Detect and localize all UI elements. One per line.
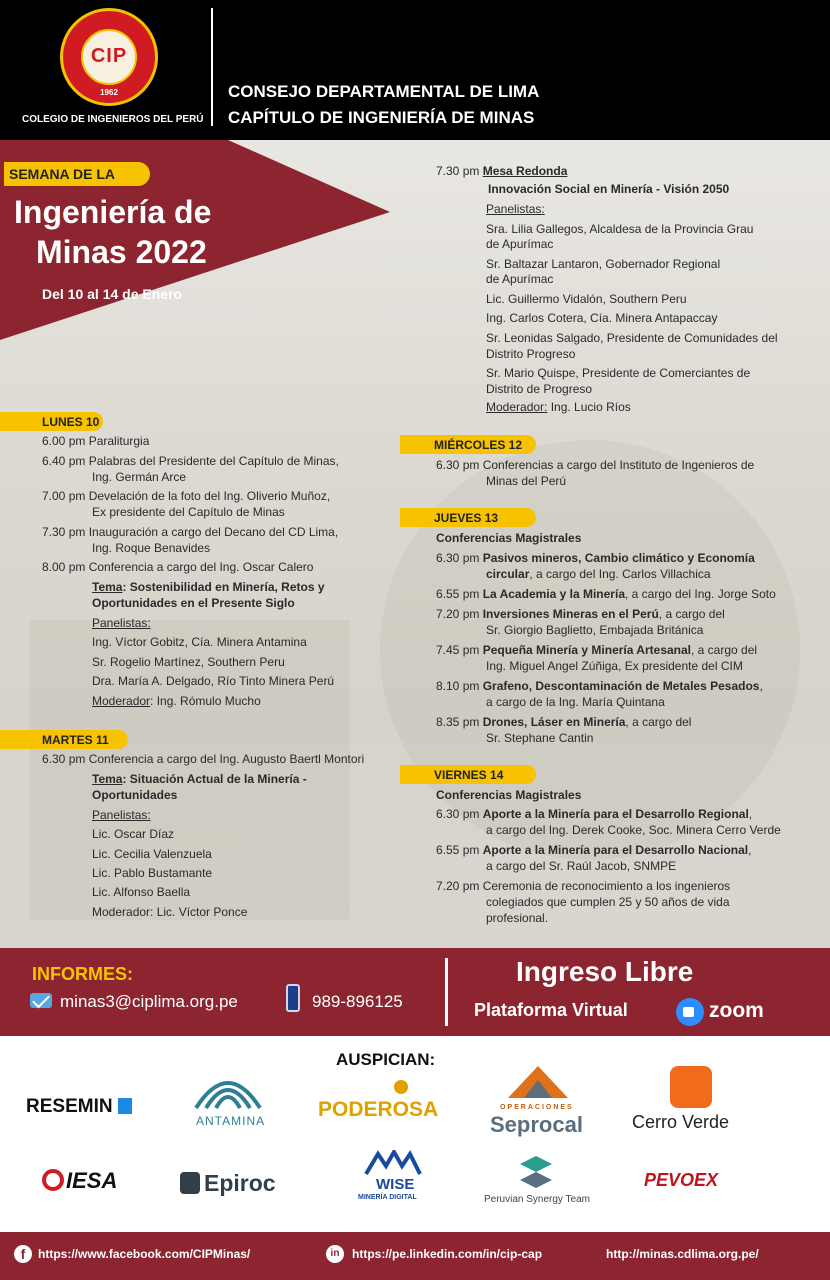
schedule-line	[436, 679, 763, 693]
talk-speaker: , a cargo del	[691, 643, 758, 657]
talk-title: Aporte a la Minería para el Desarrollo Regional	[482, 807, 749, 821]
wise-mountain-graphic	[364, 1150, 422, 1176]
talk-title: Inversiones Mineras en el Perú	[482, 607, 659, 621]
schedule-line: 6.00 pm Paraliturgia	[42, 434, 150, 448]
schedule-line: Oportunidades en el Presente Siglo	[92, 596, 295, 610]
program-area	[0, 140, 830, 948]
sponsor-name: RESEMIN	[26, 1096, 113, 1117]
schedule-line: Minas del Perú	[486, 474, 567, 488]
schedule-line: profesional.	[486, 911, 549, 925]
schedule-line	[436, 607, 725, 621]
informes-label: INFORMES:	[32, 964, 133, 984]
sponsor-logo-seprocal: Seprocal	[490, 1112, 583, 1137]
sponsor-logo-pevoex: PEVOEX	[644, 1170, 719, 1190]
schedule-line: 7.30 pm Inauguración a cargo del Decano del CD Lima,	[42, 525, 339, 539]
schedule-line: Lic. Pablo Bustamante	[92, 866, 213, 880]
platform-label: Plataforma Virtual	[474, 1000, 628, 1020]
sponsor-name-antamina: ANTAMINA	[196, 1114, 266, 1128]
schedule-line: de Apurímac	[486, 237, 554, 251]
sponsor-logo-resemin	[26, 1096, 132, 1118]
punctuation: ,	[759, 679, 763, 693]
schedule-line: Oportunidades	[92, 788, 178, 802]
day-label-jueves: JUEVES 13	[400, 508, 536, 527]
event-title-line2: Minas 2022	[36, 234, 207, 270]
time: 7.20 pm	[436, 607, 483, 621]
email-link[interactable]: minas3@ciplima.org.pe	[60, 992, 238, 1011]
schedule-line: a cargo de la Ing. María Quintana	[486, 695, 665, 709]
phone-icon	[286, 984, 300, 1012]
schedule-line: 6.40 pm Palabras del Presidente del Capítulo de Minas,	[42, 454, 339, 468]
header-chapter: CAPÍTULO DE INGENIERÍA DE MINAS	[228, 108, 535, 127]
free-entry-label: Ingreso Libre	[516, 956, 694, 987]
seal-year: 1962	[100, 88, 118, 97]
punctuation: ,	[748, 807, 753, 821]
moderator-text: : Ing. Rómulo Mucho	[150, 694, 261, 708]
sponsor-logo-cerro-verde: Cerro Verde	[632, 1112, 730, 1132]
sponsor-logo-epiroc: Epiroc	[204, 1170, 276, 1196]
schedule-line	[436, 843, 751, 857]
moderator-label: Moderador	[92, 694, 151, 708]
sponsor-subtitle-seprocal: OPERACIONES	[500, 1104, 574, 1111]
schedule-line: Distrito de Progreso	[486, 382, 593, 396]
website-link[interactable]: http://minas.cdlima.org.pe/	[606, 1247, 759, 1261]
talk-title: Pasivos mineros, Cambio climático y Economía	[482, 551, 755, 565]
org-name: COLEGIO DE INGENIEROS DEL PERÚ	[22, 114, 204, 125]
talk-speaker: , a cargo del Ing. Carlos Villachica	[529, 567, 711, 581]
schedule-line	[436, 715, 691, 729]
schedule-line-roundtable	[436, 164, 567, 178]
punctuation: ,	[748, 843, 752, 857]
iesa-ring-icon	[42, 1169, 64, 1191]
topic-text: : Situación Actual de la Minería -	[122, 772, 307, 786]
zoom-icon	[676, 998, 704, 1026]
schedule-line: 7.00 pm Develación de la foto del Ing. Oliverio Muñoz,	[42, 489, 331, 503]
schedule-line-topic	[92, 772, 307, 786]
section-subtitle: Conferencias Magistrales	[436, 788, 582, 802]
moderator-label: Moderador:	[486, 400, 548, 414]
time: 7.30 pm	[436, 164, 483, 178]
linkedin-link[interactable]: https://pe.linkedin.com/in/cip-cap	[352, 1247, 543, 1261]
antamina-mountain-icon	[192, 1064, 264, 1112]
sponsors-title: AUSPICIAN:	[336, 1050, 436, 1069]
schedule-line: Sr. Stephane Cantin	[486, 731, 594, 745]
talk-speaker: , a cargo del Ing. Jorge Soto	[625, 587, 776, 601]
time: 8.35 pm	[436, 715, 483, 729]
schedule-line: Lic. Oscar Díaz	[92, 827, 175, 841]
talk-title: circular	[486, 567, 530, 581]
time: 6.55 pm	[436, 587, 483, 601]
day-label-martes: MARTES 11	[0, 730, 128, 749]
schedule-line	[486, 567, 711, 581]
schedule-line: 8.00 pm Conferencia a cargo del Ing. Oscar Calero	[42, 560, 314, 574]
schedule-line: de Apurímac	[486, 272, 554, 286]
talk-title: Pequeña Minería y Minería Artesanal	[482, 643, 691, 657]
talk-title: La Academia y la Minería	[482, 587, 625, 601]
schedule-line-moderator	[92, 694, 261, 708]
schedule-line: Dra. María A. Delgado, Río Tinto Minera Perú	[92, 674, 335, 688]
schedule-line: Ing. Carlos Cotera, Cía. Minera Antapaccay	[486, 311, 718, 325]
seal-center	[81, 29, 137, 85]
schedule-line	[436, 643, 757, 657]
zoom-label: zoom	[709, 999, 764, 1022]
info-divider	[445, 958, 448, 1026]
talk-title: Aporte a la Minería para el Desarrollo Nacional	[482, 843, 749, 857]
schedule-line: Ex presidente del Capítulo de Minas	[92, 505, 285, 519]
panelists-label: Panelistas:	[92, 616, 151, 630]
schedule-line: a cargo del Ing. Derek Cooke, Soc. Minera Cerro Verde	[486, 823, 781, 837]
roundtable-title: Mesa Redonda	[482, 164, 568, 178]
wise-mountain-icon	[364, 1150, 422, 1176]
mail-icon	[30, 993, 52, 1008]
sponsor-logo-wise: WISE	[376, 1176, 415, 1193]
banner-tag: SEMANA DE LA	[4, 162, 150, 186]
schedule-line: Sra. Lilia Gallegos, Alcaldesa de la Provincia Grau	[486, 222, 754, 236]
schedule-line	[436, 807, 752, 821]
linkedin-icon: in	[326, 1245, 344, 1263]
schedule-line: Sr. Leonidas Salgado, Presidente de Comunidades del	[486, 331, 778, 345]
schedule-line: colegiados que cumplen 25 y 50 años de vida	[486, 895, 730, 909]
schedule-line: Ing. Roque Benavides	[92, 541, 211, 555]
schedule-line: Innovación Social en Minería - Visión 2050	[488, 182, 730, 196]
sponsor-logo-poderosa: PODEROSA	[318, 1098, 439, 1121]
talk-speaker: , a cargo del	[658, 607, 725, 621]
header	[0, 0, 830, 140]
time: 6.30 pm	[436, 807, 483, 821]
facebook-icon: f	[14, 1245, 32, 1263]
topic-label: Tema	[92, 580, 123, 594]
sponsor-logo-iesa: IESA	[66, 1168, 118, 1193]
topic-label: Tema	[92, 772, 123, 786]
info-bar	[0, 948, 830, 1036]
event-dates: Del 10 al 14 de Enero	[42, 286, 183, 302]
resemin-mark-icon	[118, 1098, 132, 1114]
talk-title: Drones, Láser en Minería	[482, 715, 626, 729]
schedule-line: Sr. Mario Quispe, Presidente de Comerciantes de	[486, 366, 751, 380]
section-subtitle: Conferencias Magistrales	[436, 531, 582, 545]
footer	[0, 1232, 830, 1280]
panelists-label: Panelistas:	[486, 202, 545, 216]
epiroc-mark-icon	[180, 1172, 200, 1194]
seal-letters: CIP	[90, 45, 128, 67]
panelists-label: Panelistas:	[92, 808, 151, 822]
sponsor-logo-antamina	[192, 1064, 264, 1112]
schedule-line: Sr. Baltazar Lantaron, Gobernador Regional	[486, 257, 721, 271]
topic-text: : Sostenibilidad en Minería, Retos y	[122, 580, 325, 594]
schedule-line-topic	[92, 580, 325, 594]
schedule-line	[436, 551, 755, 565]
cip-seal-logo	[60, 8, 158, 106]
time: 6.30 pm	[436, 551, 483, 565]
event-title-line1: Ingeniería de	[14, 194, 212, 230]
schedule-line: 7.20 pm Ceremonia de reconocimiento a los ingenieros	[436, 879, 731, 893]
cerro-verde-icon	[670, 1066, 712, 1108]
schedule-line: Sr. Rogelio Martínez, Southern Peru	[92, 655, 285, 669]
schedule-line-moderator	[486, 400, 631, 414]
time: 6.55 pm	[436, 843, 483, 857]
schedule-line: Sr. Giorgio Baglietto, Embajada Británica	[486, 623, 704, 637]
day-label-viernes: VIERNES 14	[400, 765, 536, 784]
schedule-line: Ing. Víctor Gobitz, Cía. Minera Antamina	[92, 635, 307, 649]
schedule-line: a cargo del Sr. Raúl Jacob, SNMPE	[486, 859, 677, 873]
schedule-line: 6.30 pm Conferencias a cargo del Instituto de Ingenieros de	[436, 458, 755, 472]
time: 7.45 pm	[436, 643, 483, 657]
phone-number[interactable]: 989-896125	[312, 992, 403, 1011]
sponsor-logo-peruvian-synergy: Peruvian Synergy Team	[484, 1194, 590, 1205]
moderator-text: Ing. Lucio Ríos	[547, 400, 631, 414]
time: 8.10 pm	[436, 679, 483, 693]
sponsor-subtitle-wise: MINERÍA DIGITAL	[358, 1194, 417, 1201]
day-label-miercoles: MIÉRCOLES 12	[400, 435, 536, 454]
day-label-lunes: LUNES 10	[0, 412, 103, 431]
schedule-line: Ing. Miguel Angel Zúñiga, Ex presidente del CIM	[486, 659, 743, 673]
schedule-line: 6.30 pm Conferencia a cargo del Ing. Augusto Baertl Montori	[42, 752, 365, 766]
schedule-line: Lic. Guillermo Vidalón, Southern Peru	[486, 292, 687, 306]
schedule-line	[436, 587, 776, 601]
header-council: CONSEJO DEPARTAMENTAL DE LIMA	[228, 82, 540, 101]
seprocal-mountain-graphic	[506, 1064, 570, 1100]
peruvian-synergy-icon	[516, 1154, 556, 1190]
seprocal-mountain-icon	[506, 1064, 570, 1100]
schedule-line: Ing. Germán Arce	[92, 470, 187, 484]
schedule-line: Lic. Cecilia Valenzuela	[92, 847, 212, 861]
sponsors-section	[0, 1036, 830, 1232]
talk-speaker: , a cargo del	[625, 715, 692, 729]
peruvian-synergy-graphic	[516, 1154, 556, 1190]
schedule-line: Moderador: Lic. Víctor Ponce	[92, 905, 248, 919]
talk-title: Grafeno, Descontaminación de Metales Pesados	[482, 679, 760, 693]
poderosa-dot-icon	[394, 1080, 408, 1094]
schedule-line: Distrito Progreso	[486, 347, 576, 361]
schedule-line: Lic. Alfonso Baella	[92, 885, 191, 899]
header-divider	[211, 8, 213, 126]
facebook-link[interactable]: https://www.facebook.com/CIPMinas/	[38, 1247, 251, 1261]
